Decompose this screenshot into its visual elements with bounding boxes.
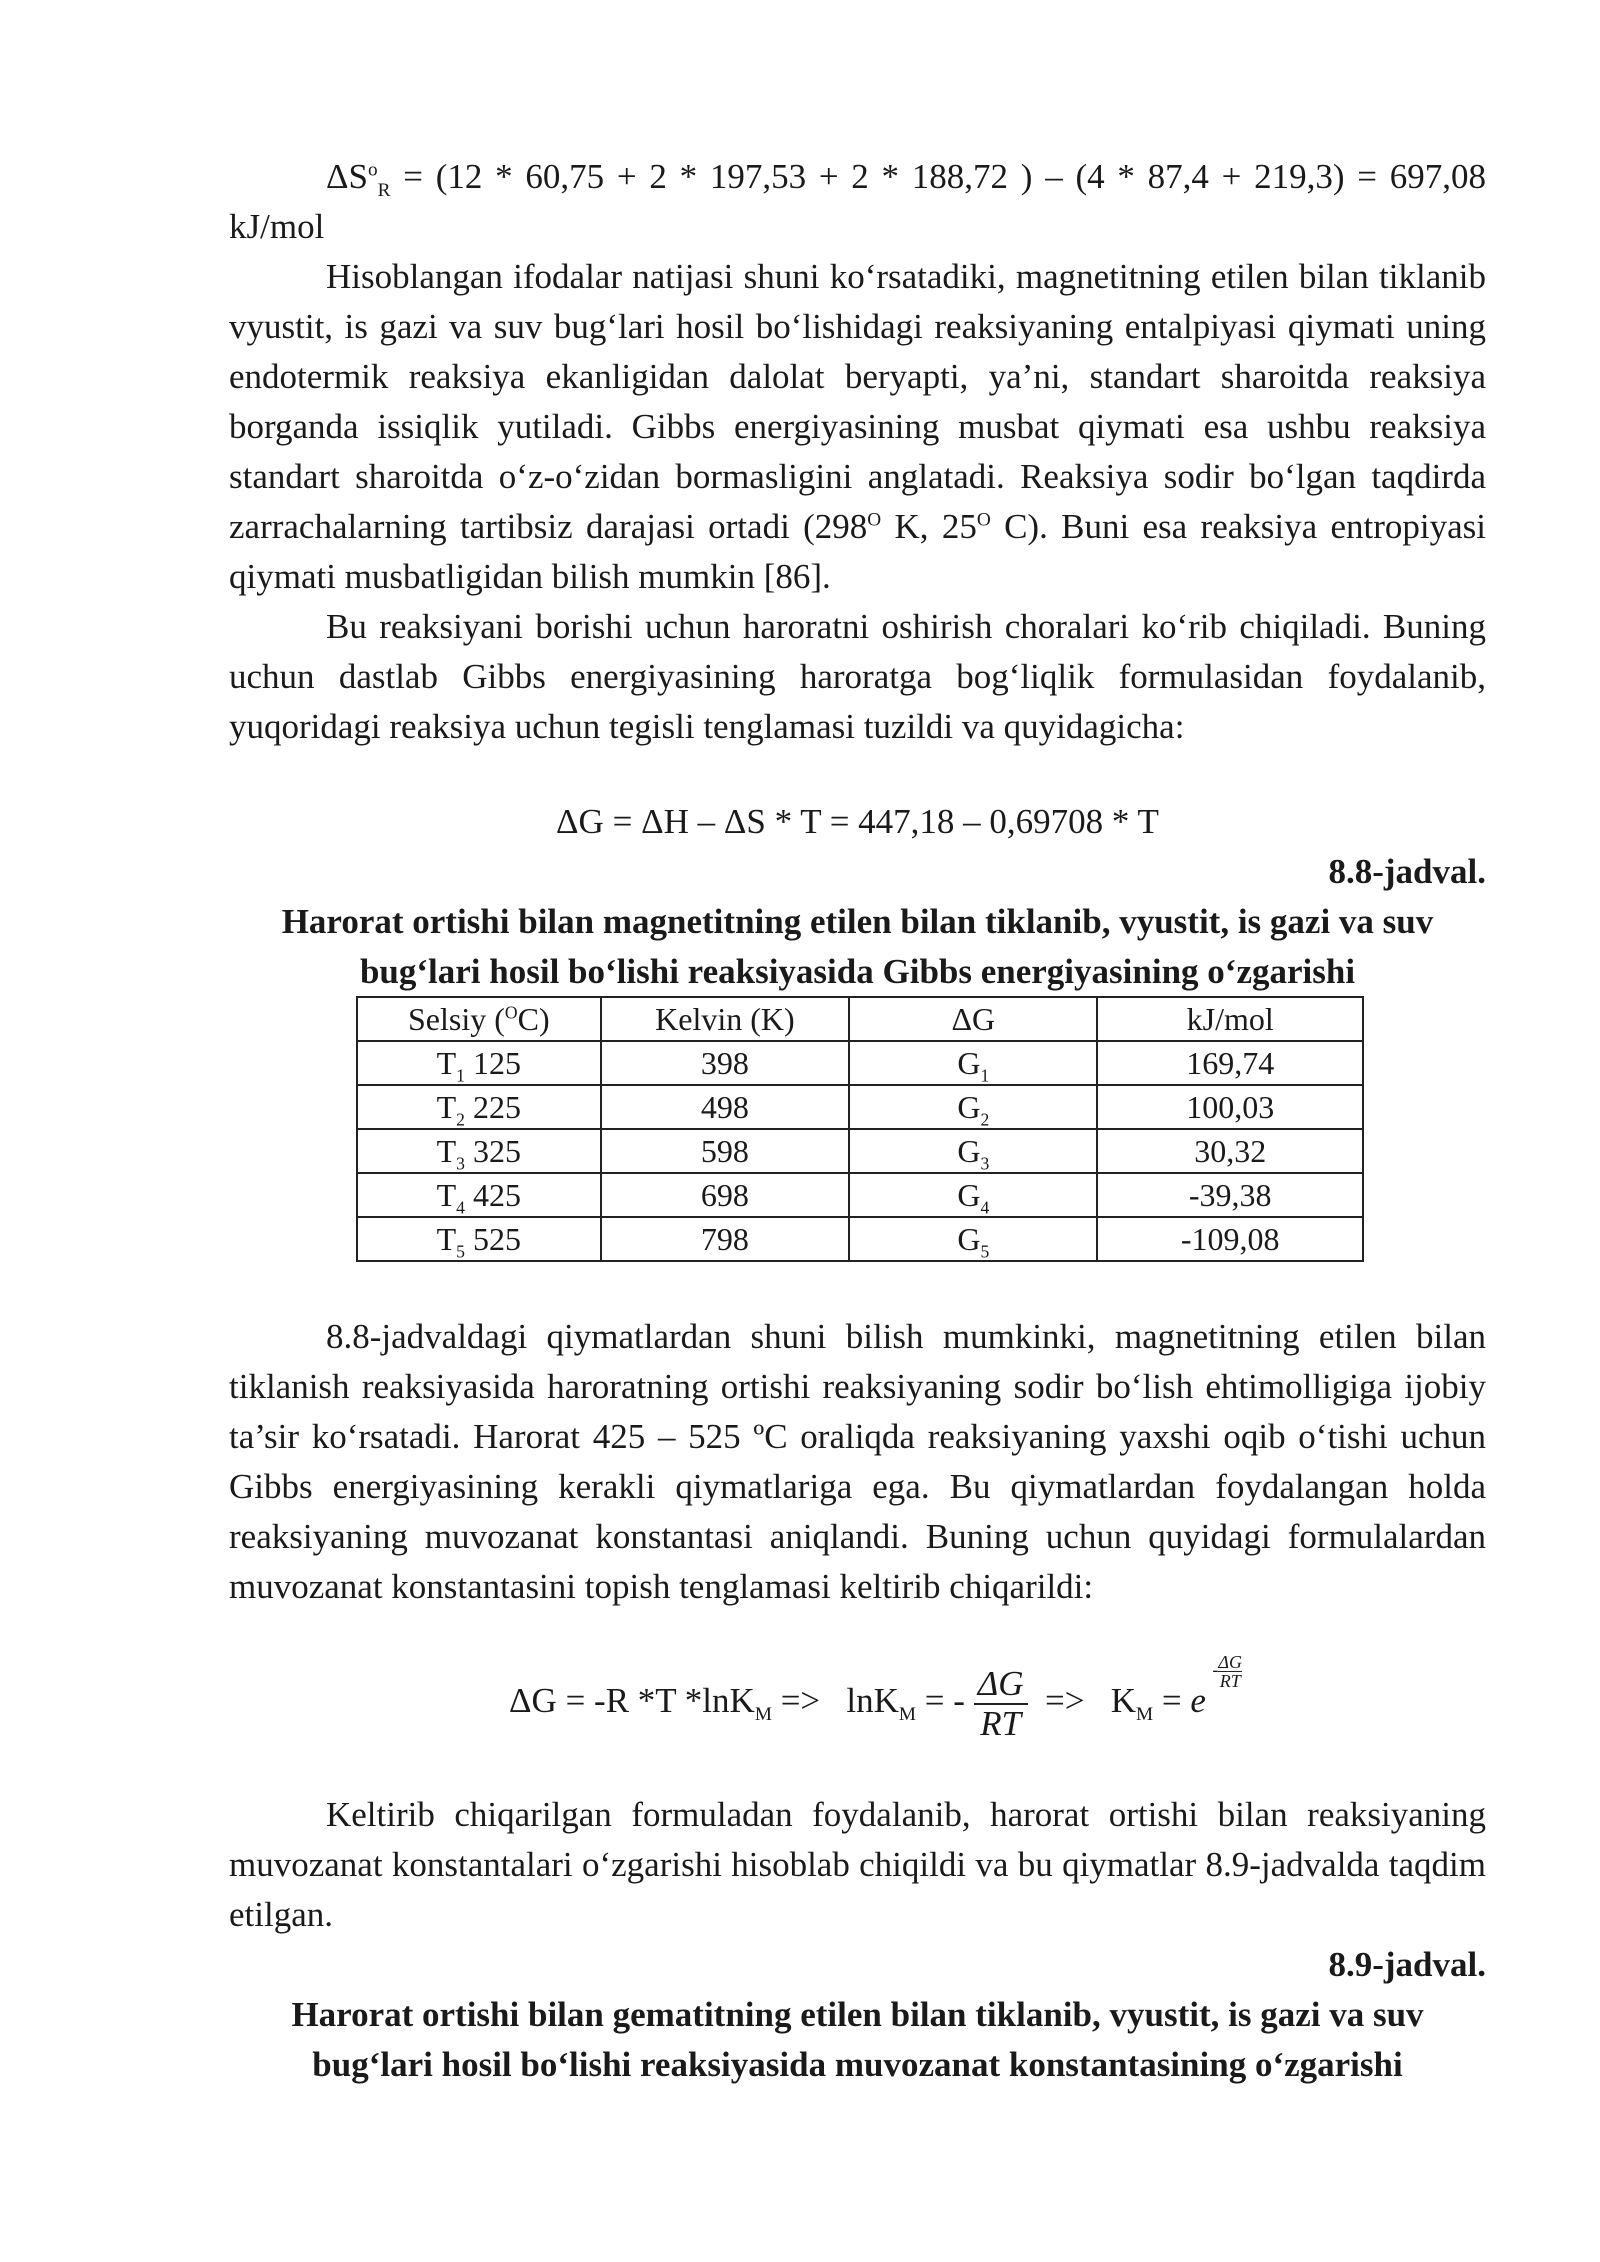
cell-temperature: $T_1$ 125	[357, 1041, 601, 1085]
cell-value: 100,03	[1097, 1085, 1363, 1129]
cell-value: 30,32	[1097, 1129, 1363, 1173]
cell-g-label: $G_2$	[849, 1085, 1097, 1129]
table1-caption	[229, 847, 1486, 997]
table-row	[357, 1041, 1363, 1085]
paragraph-4: Keltirib chiqarilgan formuladan foydalanib, harorat ortishi bilan reaksiyaning muvozanat konstantalari o‘zgarishi hisoblab chiqildi va bu qiymatlar 8.9-jadvalda taqdim etilgan.	[229, 1795, 1486, 1934]
entropy-equation: $\Delta S^o_R = (12 * 60,75 + 2 * 197,53 + 2 * 188,72$ ) – (4 * 87,4 + 219,3) = 697,08 kJ/mol	[229, 157, 1486, 246]
header-delta-g: ΔG	[849, 997, 1097, 1041]
delta-g-over-rt-fraction: $\frac{\Delta G}{RT}$	[974, 1665, 1028, 1743]
equilibrium-equation: ΔG = -R *T *lnK$_M$ => lnK$_M$ = - $\frac{\Delta G}{RT}$ => $K_M = e$ - $\frac{\Delta G}{RT}$	[509, 1652, 1242, 1743]
paragraph-1: Hisoblangan ifodalar natijasi shuni ko‘rsatadiki, magnetitning etilen bilan tiklanib vyustit, is gazi va suv bug‘lari hosil bo‘lishidagi reaksiyaning entalpiyasi qiymati uning endotermik reaksiya ekanligidan dalolat beryapti, ya’ni, standart sharoitda reaksiya borganda issiqlik yutiladi. Gibbs energiyasining musbat qiymati esa ushbu reaksiya standart sharoitda o‘z-o‘zidan bormasligini anglatadi. Reaksiya sodir bo‘lgan taqdirda zarrachalarning tartibsiz darajasi ortadi ($298^O$ K, $25^O$ C). Buni esa reaksiya entropiyasi qiymati musbatligidan bilish mumkin [86].	[229, 257, 1486, 596]
cell-g-label: $G_1$	[849, 1041, 1097, 1085]
cell-kelvin: 498	[601, 1085, 850, 1129]
table1-title: Harorat ortishi bilan magnetitning etilen bilan tiklanib, vyustit, is gazi va suv bug‘lari hosil bo‘lishi reaksiyasida Gibbs energiyasining o‘zgarishi	[281, 902, 1434, 991]
header-units: kJ/mol	[1097, 997, 1363, 1041]
cell-value: -109,08	[1097, 1217, 1363, 1261]
cell-temperature: $T_4$ 425	[357, 1173, 601, 1217]
table-header-row	[357, 997, 1363, 1041]
cell-temperature: $T_2$ 225	[357, 1085, 601, 1129]
header-kelvin: Kelvin (K)	[601, 997, 850, 1041]
table2-caption	[229, 1940, 1486, 2090]
table1-number: 8.8-jadval.	[1328, 852, 1486, 891]
cell-value: -39,38	[1097, 1173, 1363, 1217]
cell-g-label: $G_5$	[849, 1217, 1097, 1261]
header-celsius: Selsiy ($^O$C)	[357, 997, 601, 1041]
exponential: e - $\frac{\Delta G}{RT}$	[1190, 1652, 1242, 1721]
intro-block	[229, 152, 1486, 752]
table2-title: Harorat ortishi bilan gematitning etilen bilan tiklanib, vyustit, is gazi va suv bug‘lari hosil bo‘lishi reaksiyasida muvozanat konstantasining o‘zgarishi	[291, 1995, 1424, 2084]
cell-temperature: $T_5$ 525	[357, 1217, 601, 1261]
gibbs-equation: ΔG = ΔH – ΔS * T = 447,18 – 0,69708 * T	[556, 802, 1159, 841]
paragraph-2: Bu reaksiyani borishi uchun haroratni oshirish choralari ko‘rib chiqiladi. Buning uchun dastlab Gibbs energiyasining haroratga bog‘liqlik formulasidan foydalanib, yuqoridagi reaksiya uchun tegisli tenglamasi tuzildi va quyidagicha:	[229, 607, 1486, 746]
cell-kelvin: 698	[601, 1173, 850, 1217]
table-row	[357, 1085, 1363, 1129]
cell-g-label: $G_4$	[849, 1173, 1097, 1217]
table-row	[357, 1173, 1363, 1217]
cell-temperature: $T_3$ 325	[357, 1129, 601, 1173]
cell-g-label: $G_3$	[849, 1129, 1097, 1173]
cell-kelvin: 798	[601, 1217, 850, 1261]
table-row	[357, 1129, 1363, 1173]
table2-number: 8.9-jadval.	[1328, 1945, 1486, 1984]
cell-kelvin: 598	[601, 1129, 850, 1173]
paragraph-3: 8.8-jadvaldagi qiymatlardan shuni bilish mumkinki, magnetitning etilen bilan tiklanish reaksiyasida haroratning ortishi reaksiyaning sodir bo‘lish ehtimolligiga ijobiy ta’sir ko‘rsatadi. Harorat 425 – 525 ºC oraliqda reaksiyaning yaxshi oqib o‘tishi uchun Gibbs energiyasining kerakli qiymatlariga ega. Bu qiymatlardan foydalangan holda reaksiyaning muvozanat konstantasi aniqlandi. Buning uchun quyidagi formulalardan muvozanat konstantasini topish tenglamasi keltirib chiqarildi:	[229, 1317, 1486, 1606]
cell-value: 169,74	[1097, 1041, 1363, 1085]
cell-kelvin: 398	[601, 1041, 850, 1085]
gibbs-table	[356, 996, 1364, 1262]
table-row	[357, 1217, 1363, 1261]
